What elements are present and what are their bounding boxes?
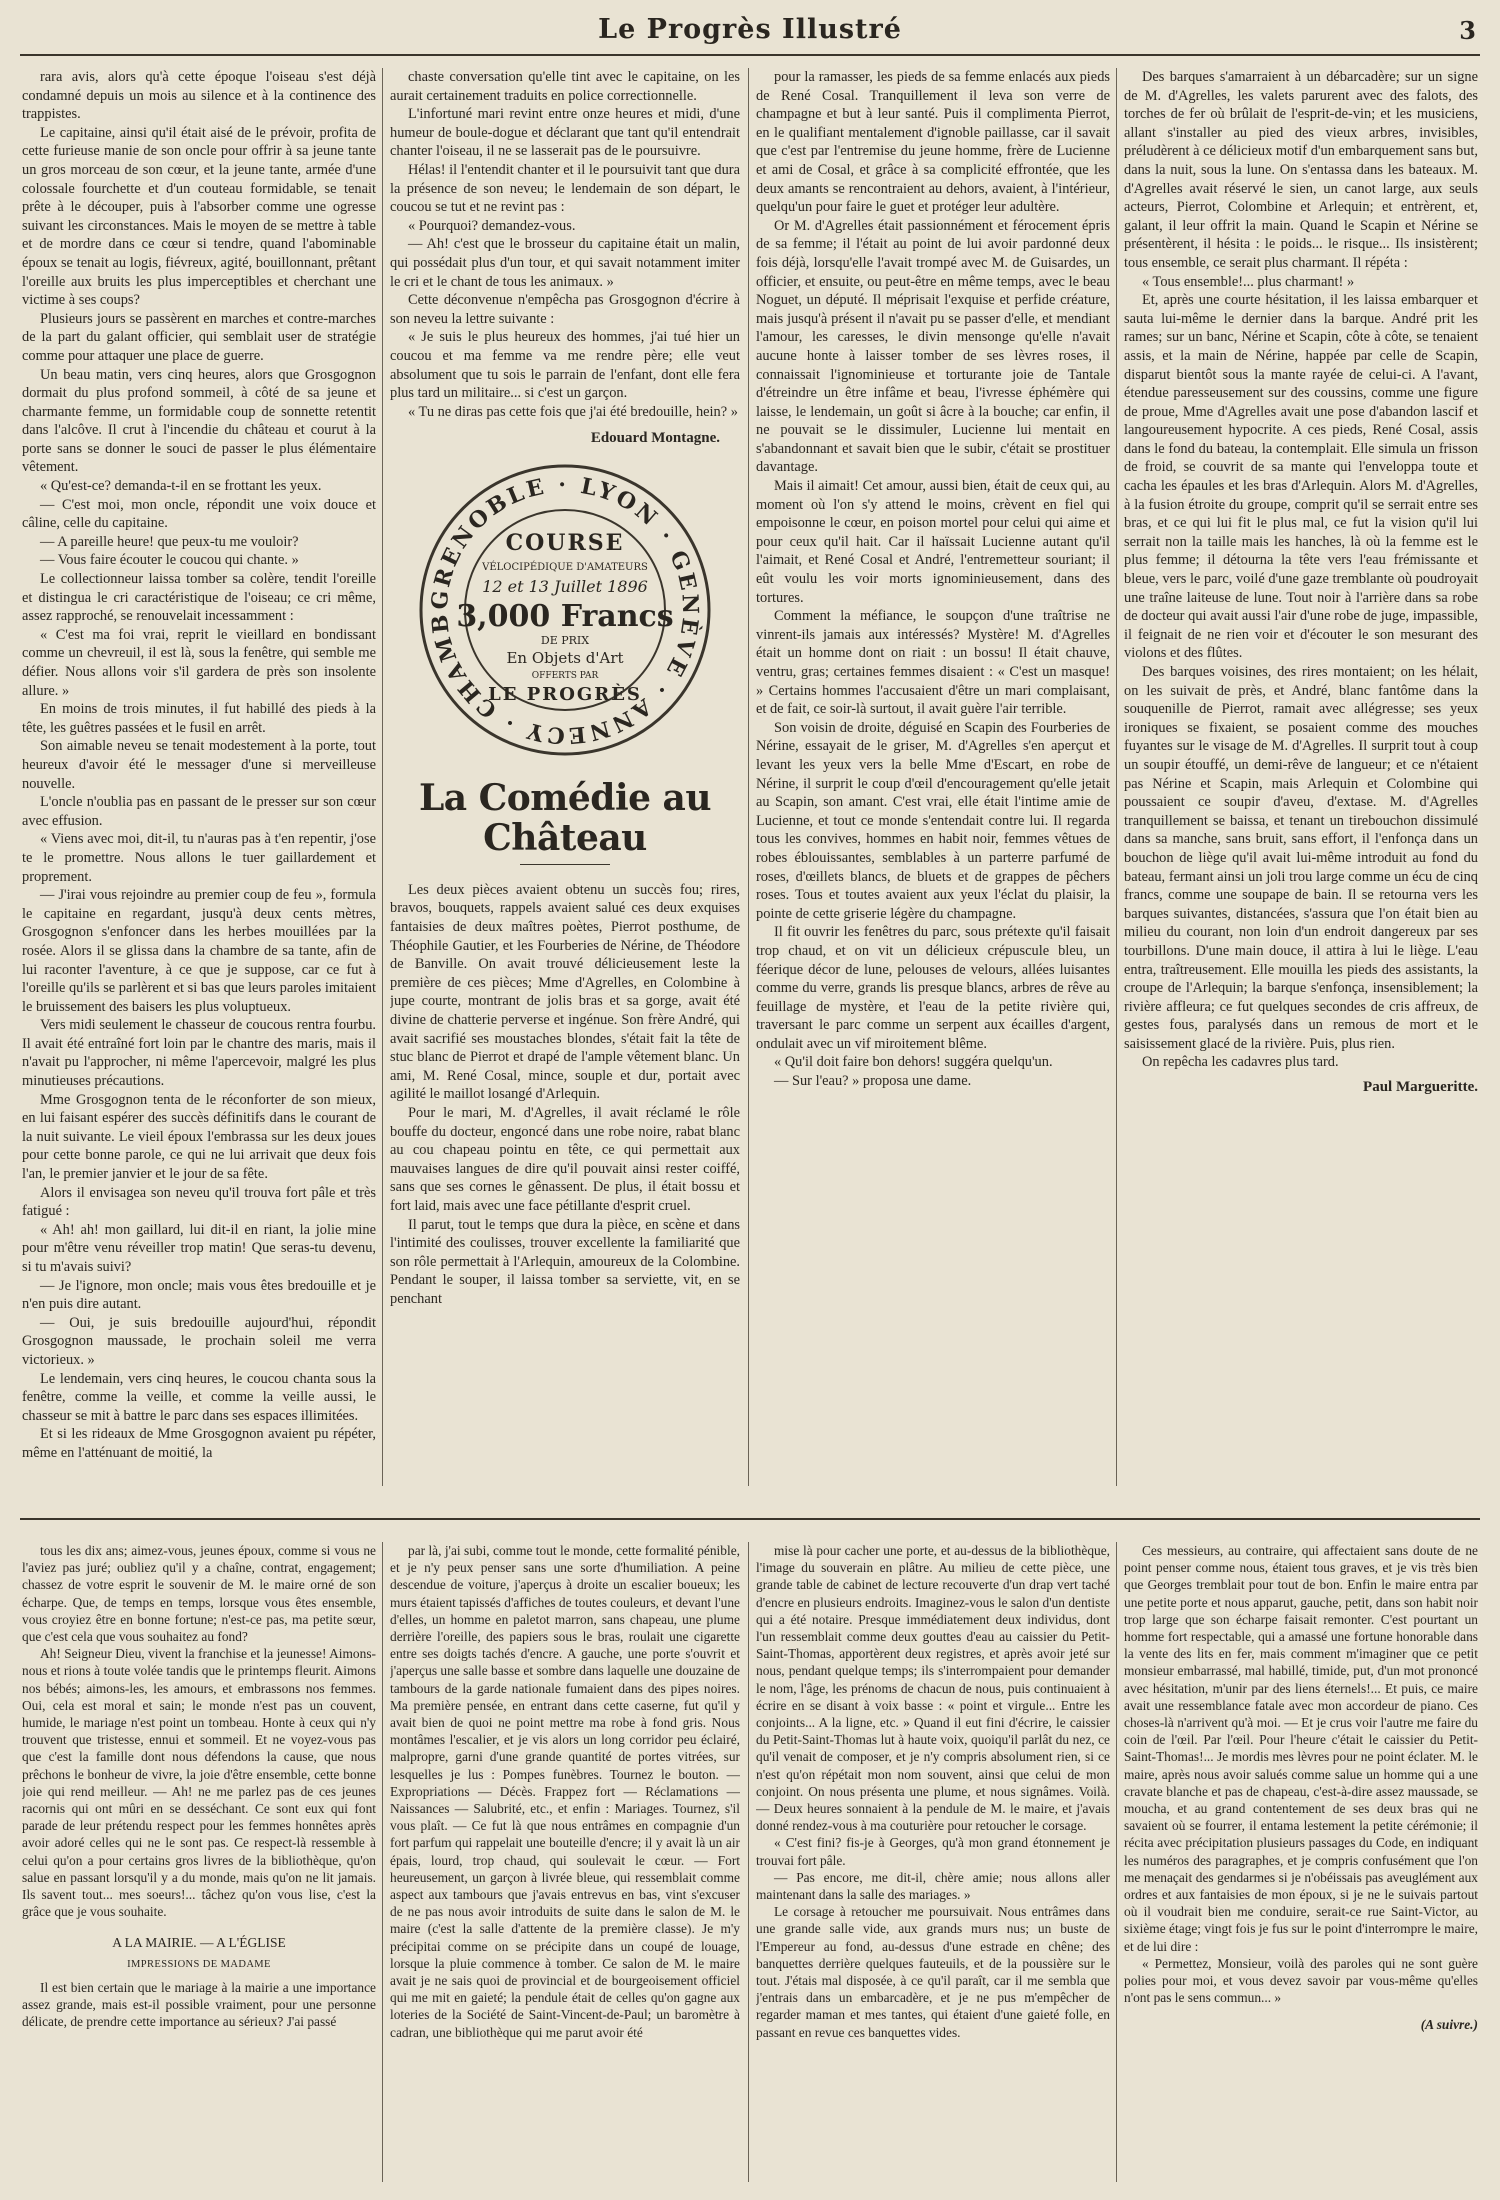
- newspaper-title: Le Progrès Illustré: [598, 14, 902, 45]
- to-be-continued: (A suivre.): [1420, 2017, 1478, 2033]
- column-rule: [382, 68, 383, 1486]
- paragraph: « Qu'il doit faire bon dehors! suggéra quelqu'un.: [774, 1054, 1053, 1071]
- paragraph: — Oui, je suis bredouille aujourd'hui, répondit Grosgognon maussade, le prochain soleil me verra victorieux. »: [22, 1314, 376, 1368]
- paragraph: rara avis, alors qu'à cette époque l'oiseau s'est déjà condamné depuis un mois au silence et à la continence des trappistes.: [22, 69, 376, 123]
- paragraph: Alors il envisagea son neveu qu'il trouva fort pâle et très fatigué :: [22, 1184, 376, 1220]
- lower-column-3: [756, 1542, 1110, 2182]
- paragraph: Et, après une courte hésitation, il les laissa embarquer et sauta lui-même le dernier dans la barque. André prit les rames; sur un banc, Nérine et Scapin, côte à côte, se tenaient assis, et la main de Nérine, happée par celle de Scapin, disparut bientôt sous la mante rayée de celui-ci. A l'avant, étendue paresseusement sur des coussins, comme une figure de proue, Mme d'Agrelles avait une pose d'abandon lascif et langoureusement hypocrite. A ces pieds, René Cosal, assis dans le fond du bateau, la contemplait. Elle simula un frisson de froid, se couvrit de sa mante qui l'enveloppa toute et cacha les épaules et les bras d'Arlequin. Alors M. d'Agrelles, à la fusion étroite du groupe, comprit qu'il se serrait entre ses bras, et ce qui lui fit le plus mal, ce fut la vision qu'il lui serrait non la taille mais les hanches, là où la femme est le plus femme; il détourna la tête vers l'eau frémissante et bleue, vers le parc, voilé d'une gaze tremblante où poudroyait une traîne laiteuse de lune. Tout noir à l'arrière dans sa robe de docteur qui avait aussi l'air d'une robe de juge, impassible, il feignait de ne rien voir et d'écouter le son mesurant des violons et des flûtes.: [1124, 292, 1478, 662]
- paragraph: Il parut, tout le temps que dura la pièce, en scène et dans l'intimité des coulisses, trouver excellente la familiarité que son rôle permettait à l'Arlequin, amoureux de la Colombine. Pendant le souper, il laissa tomber sa serviette, vit, en se penchant: [390, 1216, 740, 1307]
- paragraph: Hélas! il l'entendit chanter et il le poursuivit tant que dura la présence de son neveu; le lendemain de son départ, le coucou se tut et ne revint pas :: [390, 161, 740, 216]
- paragraph: Mme Grosgognon tenta de le réconforter de son mieux, en lui faisant espérer des succès définitifs dans le courant de la nuit suivante. Le vieil époux l'embrassa sur les deux joues pour cette bonne parole, ce qui ne lui arrivait que deux fois l'an, le premier janvier et le jour de sa fête.: [22, 1091, 376, 1183]
- paragraph: — Ah! c'est que le brosseur du capitaine était un malin, qui possédait plus d'un tour, et qui savait notamment imiter le cri et le chant de tous les animaux. »: [390, 236, 740, 290]
- paragraph: L'oncle n'oublia pas en passant de le presser sur son cœur avec effusion.: [22, 794, 376, 829]
- paragraph: Son aimable neveu se tenait modestement à la porte, tout heureux d'avoir été le messager d'une si merveilleuse nouvelle.: [22, 738, 376, 792]
- column-rule: [748, 1542, 749, 2182]
- author-signature-montagne: Edouard Montagne.: [590, 430, 720, 447]
- paragraph: « Je suis le plus heureux des hommes, j'ai tué hier un coucou et ma femme va me rendre père; elle veut absolument que tu sois le parrain de l'enfant, dont elle fera plus tard un militaire... si c'est un garçon.: [390, 329, 740, 402]
- seal-amateurs-label: VÉLOCIPÉDIQUE D'AMATEURS: [482, 561, 648, 573]
- column-rule: [748, 68, 749, 1486]
- column-rule: [382, 1542, 383, 2182]
- lower-column-4: [1124, 1542, 1478, 2182]
- paragraph: chaste conversation qu'elle tint avec le capitaine, on les aurait certainement traduits en police correctionnelle.: [390, 69, 740, 104]
- section-divider: [20, 1518, 1480, 1520]
- paragraph: Le lendemain, vers cinq heures, le coucou chanta sous la fenêtre, comme la veille, et comme la veille aussi, le chasseur se mit à battre le parc dans ses espaces illimitées.: [22, 1370, 376, 1424]
- paragraph: Il est bien certain que le mariage à la mairie a une importance assez grande, mais est-il possible vraiment, pour une personne délicate, de prendre cette importance au sérieux? J'ai passé: [22, 1979, 376, 2030]
- upper-column-4: [1124, 68, 1478, 1486]
- paragraph: L'infortuné mari revint entre onze heures et midi, d'une humeur de boule-dogue et déclarant que tant qu'il entendrait chanter l'oiseau, il ne se lasserait pas de le poursuivre.: [390, 106, 740, 160]
- seal-offerts-label: OFFERTS PAR: [531, 670, 599, 681]
- paragraph: Vers midi seulement le chasseur de coucous rentra fourbu. Il avait été entraîné fort loin par le chantre des maris, mais il n'avait pu l'approcher, ni même l'apercevoir, malgré les plus minutieuses précautions.: [22, 1017, 376, 1090]
- upper-column-3: [756, 68, 1110, 1486]
- column-rule: [1116, 68, 1117, 1486]
- title-divider: [520, 864, 610, 865]
- masthead: [20, 8, 1480, 56]
- story-text-start: [390, 881, 740, 1309]
- story-title: La Comédie au Château: [418, 776, 712, 859]
- paragraph: « C'est ma foi vrai, reprit le vieillard en bondissant comme un chevreuil, il est là, sous la fenêtre, qui semble me défier. Nous allons voir s'il gardera de près son insolente allure. »: [22, 626, 376, 699]
- paragraph: Les deux pièces avaient obtenu un succès fou; rires, bravos, bouquets, rappels avaient salué ces deux exquises fantaisies de deux maîtres poètes, Pierrot posthume, de Théophile Gautier, et les Fourberies de Nérine, de Théodore de Banville. On avait trouvé délicieusement leste la première de ces pièces; Mme d'Agrelles, en Colombine à jupe courte, montrant de jolis bras et sa gorge, avait été divine de chatterie perverse et ingénue. Son frère André, qui avait sacrifié ses moustaches blondes, s'était fait la tête de stuc blanc de Pierrot et drapé de l'ample vêtement blanc. Un ami, M. René Cosal, mince, souple et dur, portait avec agilité le maillot losangé d'Arlequin.: [390, 881, 740, 1103]
- paragraph: Le collectionneur laissa tomber sa colère, tendit l'oreille et distingua le cri caractéristique de l'oiseau; ce cri même, assez rapproché, se renouvelait incessamment :: [22, 571, 376, 625]
- paragraph: « Ah! ah! mon gaillard, lui dit-il en riant, la jolie mine pour m'être venu réveiller trop matin! Que seras-tu devenu, si tu m'avais suivi?: [22, 1221, 376, 1275]
- seal-amount: 3,000 Francs: [456, 598, 674, 634]
- story-text-end: [1124, 68, 1478, 1072]
- feuilleton-text-end: [1124, 1542, 1478, 2006]
- paragraph: pour la ramasser, les pieds de sa femme enlacés aux pieds de René Cosal. Tranquillement il leva son verre de champagne et but à leur santé. Puis il complimenta Pierrot, en le qualifiant mentalement d'ignoble paillasse, car il savait que c'est par l'entremise du jeune homme, frère de Lucienne et ami de Cosal, et grâce à sa complicité effrontée, que les deux amants se rencontraient au dehors, avaient, à l'intérieur, quelqu'un pour faire le guet et protéger leur adultère.: [756, 69, 1110, 216]
- seal-course-label: COURSE: [505, 529, 625, 556]
- paragraph: Comment la méfiance, le soupçon d'une traîtrise ne vinrent-ils jamais aux intéressés? Mystère! M. d'Agrelles était un homme dont on riait : un bossu! Il était chauve, ventru, gras; certaines femmes disaient : « C'est un masque! » Certains hommes l'accusaient d'être un mari complaisant, et de fait, ce soir-là surtout, il avait guère l'air terrible.: [756, 608, 1110, 718]
- paragraph: Ces messieurs, au contraire, qui affectaient sans doute de ne point penser comme nous, étaient tous graves, et je vis très bien que Georges tremblait pour tout de bon. Enfin le maire entra par une petite porte et nous apparut, gauche, petit, dans son habit noir trop large que son écharpe faisait remonter. C'est pourtant un homme fort respectable, qui a amassé une fortune honorable dans la vente des lits en fer, mais comment m'imaginer que ce petit monsieur embarrassé, mal habillé, timide, put, d'un mot prononcé avec hésitation, m'unir par des liens éternels!... Et puis, ce maire avait une ressemblance fatale avec mon accordeur de piano. Ces choses-là n'arrivent qu'à moi. — Et je crus voir l'autre me faire du coin de l'œil. Par l'œil. Pour l'heure c'était le caissier du Petit-Saint-Thomas!... Je mordis mes lèvres pour ne point éclater. M. le maire, après nous avoir salués comme salue un homme qui a une cravate blanche et pas de chapeau, c'est-à-dire assez maussade, se moucha, et au grand contentement de ses deux bras qui ne savaient où se fourrer, il entama lestement la petite cérémonie; il récita avec précipitation plusieurs passages du Code, en indiquant les numéros des paragraphes, et je compris confusément que l'on me menaçait des gendarmes si je n'obéissais pas aveuglément aux ordres et aux fantaisies de mon époux, si je ne le suivais partout où il voudrait bien me conduire, serait-ce rue Saint-Victor, au sixième étage; vingt fois je fus sur le point d'interrompre le maire, et de lui dire :: [1124, 1543, 1478, 1954]
- paragraph: En moins de trois minutes, il fut habillé des pieds à la tête, les guêtres passées et le fusil en arrêt.: [22, 701, 376, 736]
- paragraph: « Tu ne diras pas cette fois que j'ai été bredouille, hein? »: [408, 403, 738, 420]
- seal-prix-label: DE PRIX: [540, 633, 590, 647]
- course-seal: [415, 460, 715, 760]
- mairie-text-start: [22, 1979, 376, 2031]
- upper-column-1: [22, 68, 376, 1486]
- paragraph: — Vous faire écouter le coucou qui chante. »: [40, 552, 299, 569]
- paragraph: — C'est moi, mon oncle, répondit une voix douce et câline, celle du capitaine.: [22, 496, 376, 532]
- upper-column-2: [390, 68, 740, 1486]
- paragraph: Mais il aimait! Cet amour, aussi bien, était de ceux qui, au moment où l'on s'y attend le moins, crèvent en fiel qui empoisonne le cœur, en poison mortel pour celui qui aime et pour ceux qu'il hait. Car il haïssait Lucienne autant qu'il l'aimait, et René Cosal et André, l'entremetteur souriant; il eût voulu les voir morts ignominieusement, dans des tortures.: [756, 478, 1110, 606]
- paragraph: « Tous ensemble!... plus charmant! »: [1142, 273, 1355, 290]
- feuilleton-text-start: [22, 1542, 376, 1920]
- paragraph: — J'irai vous rejoindre au premier coup de feu », formula le capitaine en regardant, jusqu'à deux cents mètres, Grosgognon s'enfoncer dans les herbes mouillées par la rosée. Alors il se glissa dans la chambre de sa tante, afin de lui raconter l'aventure, à ce que je suppose, car ce fut à l'oreille qu'ils se parlèrent et si bas que leurs paroles imitaient le bruissement des baisers les plus voluptueux.: [22, 887, 376, 1015]
- section-heading: A LA MAIRIE. — A L'ÉGLISE: [112, 1935, 286, 1951]
- paragraph: — A pareille heure! que peux-tu me vouloir?: [40, 533, 299, 550]
- paragraph: Le corsage à retoucher me poursuivait. Nous entrâmes dans une grande salle vide, aux grands murs nus; un buste de l'Empereur au fond, au-dessus d'une estrade en chêne; des banquettes derrière quelques fauteuils, et de la poussière sur le tout. J'étais mal disposée, à ce qu'il paraît, car il me sembla que j'entrais dans un embarcadère, et je ne pus m'empêcher de regarder maman et mes tantes, qui étaient d'une gaieté folle, en passant en revue ces banquettes vides.: [756, 1904, 1110, 2040]
- page-number: 3: [1459, 16, 1476, 45]
- paragraph: Ah! Seigneur Dieu, vivent la franchise et la jeunesse! Aimons-nous et rions à toute volée tandis que le printemps fleurit. Aimons nos bébés; aimons-les, les amours, et embrassons nos femmes. Oui, cela est moral et sain; le monde n'est pas un couvent, humide, le mariage n'est point un tombeau. Honte à ceux qui n'y trouvent que tristesse, ennui et sommeil. Et ne voyez-vous pas que c'est la famille dont nous défendons la cause, que nous prêchons le bonheur de vivre, la joie d'être ensemble, cette bonne joie qui rend meilleur. — Ah! ne me parlez pas de ces jeunes racornis qui ont mûri en se desséchant. Ce sont eux qui font parade de leur prétendu respect pour les femmes honnêtes après avoir adoré celles qui ne le sont pas. Ce respect-là ressemble à celui qu'on a pour certains gros livres de la bibliothèque, qu'on salue en passant lorsqu'il y a du monde, mais qu'on ne lit jamais. Ils savent tout... mes soeurs!... tâchez qu'on vous lise, c'est la grâce que je vous souhaite.: [22, 1646, 376, 1920]
- paragraph: mise là pour cacher une porte, et au-dessus de la bibliothèque, l'image du souverain en plâtre. Au milieu de cette pièce, une grande table de cabinet de lecture recouverte d'un drap vert taché d'encre en plusieurs endroits. Imaginez-vous le salon d'un dentiste qui a été notaire. Presque immédiatement deux individus, dont l'un ressemblait comme deux gouttes d'eau au caissier du Petit-Saint-Thomas, apportèrent deux registres, et après avoir jeté sur nous, pendant quelque temps; ils s'interrompaient pour demander le nom, l'âge, les prénoms de chacun de nous, puis continuaient à écrire en se disant à voix basse : « point et virgule... Entre les conjoints... A la ligne, etc. » Quand il eut fini d'écrire, le caissier du Petit-Saint-Thomas lut à haute voix, quoiqu'il parlât du nez, ce qu'il venait de composer, et je n'y compris absolument rien, si ce n'est qu'on répétait mon nom souvent, ainsi que celui de mon conjoint. On nous présenta une plume, et nous signâmes. Voilà. — Deux heures sonnaient à la pendule de M. le maire, et j'avais donné rendez-vous à ma couturière pour retoucher le corsage.: [756, 1543, 1110, 1834]
- paragraph: Des barques s'amarraient à un débarcadère; sur un signe de M. d'Agrelles, les valets parurent avec des falots, des torches de fer où brûlait de l'esprit-de-vin; et les musiciens, allant s'installer au pied des vieux arbres, invisibles, préludèrent à ce délicieux motif d'un embarquement sans but, dans la nuit, sous la lune. On s'entassa dans les bateaux. M. d'Agrelles avait réservé le sien, un canot large, aux seuls acteurs, Pierrot, Colombine et Arlequin; et entrèrent, et, galant, il leur offrit la main. Quand le Scapin et Nérine se présentèrent, il hésita : le poids... le risque... Ils insistèrent; tous ensemble, ce serait plus charmant. Il répéta :: [1124, 69, 1478, 271]
- paragraph: Et si les rideaux de Mme Grosgognon avaient pu répéter, même en l'atténuant de moitié, la: [22, 1426, 376, 1461]
- seal-date: 12 et 13 Juillet 1896: [482, 576, 648, 596]
- paragraph: Or M. d'Agrelles était passionnément et férocement épris de sa femme; il l'était au point de lui avoir pardonné deux fois déjà, lorsqu'elle l'avait trompé avec M. de Guisardes, un officier, et ensuite, ou peut-être en même temps, avec le beau Noguet, un député. Il méprisait l'exquise et perfide créature, mais jusqu'à présent il n'avait pu se passer d'elle, et mendiant l'amour, les caresses, le divin mensonge qu'elle n'avait aucune honte à laisser tomber de ses lèvres roses, il connaissait l'ignominieuse et torturante joie de Tantale d'étreindre un être infâme et beau, l'ivresse éphémère qui laisse, le lendemain, un goût si âcre à la bouche; car enfin, il ne pouvait se le dissimuler, Lucienne lui mentait en s'abandonnant et savait bien que le subir, c'était se prostituer davantage.: [756, 217, 1110, 476]
- seal-objets-label: En Objets d'Art: [506, 648, 624, 667]
- paragraph: « C'est fini? fis-je à Georges, qu'à mon grand étonnement je trouvai fort pâle.: [756, 1835, 1110, 1868]
- paragraph: Plusieurs jours se passèrent en marches et contre-marches de la part du galant officier, qui semblait user de stratégie comme pour attaquer une place de guerre.: [22, 310, 376, 364]
- paragraph: Cette déconvenue n'empêcha pas Grosgognon d'écrire à son neveu la lettre suivante :: [390, 292, 740, 327]
- paragraph: Le capitaine, ainsi qu'il était aisé de le prévoir, profita de cette furieuse manie de son oncle pour offrir à sa jeune tante un gros morceau de son cœur, et la jeune tante, armée d'une colossale fourchette et d'un couteau formidable, se tenait prête à le découper, puis à l'absorber comme une ogresse suivant les circonstances. Mais le moyen de se mettre à table et de mordre dans ce cœur si tendre, quand l'abominable époux se tenait au logis, fiévreux, agité, bouillonnant, prêtant l'oreille aux bruits les plus imperceptibles et cherchant une victime à ses coups?: [22, 124, 376, 309]
- column-rule: [1116, 1542, 1117, 2182]
- lower-column-2: [390, 1542, 740, 2182]
- seal-progres-label: LE PROGRÈS: [488, 683, 642, 705]
- author-signature-margueritte: Paul Margueritte.: [1363, 1079, 1478, 1096]
- section-subheading: IMPRESSIONS DE MADAME: [127, 1958, 271, 1970]
- paragraph: « Permettez, Monsieur, voilà des paroles qui ne sont guère polies pour moi, et vous devez savoir par vous-même qu'elles n'ont pas le sens commun... »: [1124, 1955, 1478, 2006]
- paragraph: — Pas encore, me dit-il, chère amie; nous allons aller maintenant dans la salle des mariages. »: [756, 1869, 1110, 1903]
- story-ending-text: [390, 68, 740, 421]
- paragraph: par là, j'ai subi, comme tout le monde, cette formalité pénible, et je n'y peux penser sans une sorte d'humiliation. A peine descendue de voiture, j'aperçus à droite un escalier boueux; les murs étaient tapissés d'affiches de toutes couleurs, et devant l'une d'elles, un homme en paletot marron, sans chapeau, une plume derrière l'oreille, des papiers sous le bras, roulait une cigarette entre ses doigts tachés d'encre. A gauche, une porte s'ouvrit et j'aperçus une salle basse et sombre dans laquelle une douzaine de tambours de la garde nationale fumaient dans des pipes noires. Ma première pensée, en entrant dans cette caserne, fut qu'il y avait bien de quoi ne point mettre ma robe à fond gris. Nous montâmes l'escalier, et je vis alors un long corridor peu éclairé, malpropre, garni d'une grande quantité de portes vitrées, sur lesquelles je lus : Pompes funèbres. Tournez le bouton. — Expropriations — Décès. Frappez fort — Réclamations — Naissances — Salubrité, etc., et enfin : Mariages. Tournez, s'il vous plaît. — Ce fut là que nous entrâmes en compagnie d'un fort parfum qui rappelait une bouteille d'encre; il y avait là un air épais, lourd, trop chaud, qui soulevait le cœur. — Fort heureusement, un garçon à livrée bleue, qui ressemblait comme aspect aux tambours que j'avais entrevus en bas, vint s'excuser de ne pas nous avoir introduits de suite dans le salon de M. le maire (c'est la salle d'attente de la première classe). Je m'y précipitai comme on se précipite dans un coupé de louage, lorsque la pluie commence à tomber. Ce salon de M. le maire avait je ne sais quoi de provincial et de bourgeoisement officiel qui me mit en gaieté; la pendule était de celles qu'on gagne aux loteries de la Société de Saint-Vincent-de-Paul; un baromètre à cadran, une bibliothèque qui me parut avoir été: [390, 1543, 740, 2040]
- paragraph: « Viens avec moi, dit-il, tu n'auras pas à t'en repentir, j'ose te le promettre. Nous allons le tuer gaillardement et proprement.: [22, 831, 376, 885]
- paragraph: « Pourquoi? demandez-vous.: [408, 217, 576, 234]
- paragraph: Des barques voisines, des rires montaient; on les hélait, on les suivait de près, et André, blanc fantôme dans la souquenille de Pierrot, ramait avec allégresse; ses yeux ironiques se fixaient, se posaient comme des mouches fuyantes sur le visage de M. d'Agrelles. Il surprit tout à coup un soupir étouffé, un demi-rêve de langueur; et ce n'étaient pas Nérine et Scapin, mais Arlequin et Colombine qui poussaient ce soupir d'aveu, d'extase. M. d'Agrelles tranquillement se baissa, et tenant un tirebouchon dissimulé dans sa manche, sans bruit, sans effort, il l'enfonça dans un bouchon de liège qu'il avait lui-même introduit au fond du bateau, fermant ainsi un joli trou large comme un écu de cinq francs, comme une soupape de bain. Il se retourna vers les barques suivantes, distancées, s'assura que l'on était bien au milieu du courant, non loin d'un endroit dangereux par ses tourbillons. D'une main douce, il attira à lui le liège. L'eau entra, traîtreusement. Elle mouilla les pieds des assistants, la croupe de l'Arlequin; la barque s'enfonça, insensiblement; la rivière affleura; ce fut quelques secondes de cris affreux, de gestes fous, paralysés dans un remous de mort et le saisissement glacé de la rivière. Puis, plus rien.: [1124, 664, 1478, 1052]
- paragraph: Un beau matin, vers cinq heures, alors que Grosgognon dormait du plus profond sommeil, à côté de sa jeune et charmante femme, un formidable coup de sonnette retentit dans l'alcôve. Il crut à l'incendie du château et courut à la porte sans se donner le souci de passer le plus élémentaire vêtement.: [22, 366, 376, 476]
- lower-column-1: [22, 1542, 376, 2182]
- seal-graphic: [415, 460, 715, 760]
- paragraph: — Sur l'eau? » proposa une dame.: [774, 1073, 972, 1090]
- paragraph: Il fit ouvrir les fenêtres du parc, sous prétexte qu'il faisait trop chaud, et on vit un délicieux crépuscule bleu, un féerique décor de lune, pelouses de velours, allées luisantes comme du verre, grands lis presque blancs, arbres de rêve au feuillage de mystère, et l'eau de la petite rivière qui, traversant le parc comme un serpent aux écailles d'argent, ondulait avec un vif miroitement blême.: [756, 924, 1110, 1052]
- seal-ring-text: GRENOBLE · LYON · GENÈVE · ANNECY · CHAMB: [426, 471, 704, 749]
- paragraph: Son voisin de droite, déguisé en Scapin des Fourberies de Nérine, essayait de le griser, M. d'Agrelles s'en aperçut et levant les yeux vers la belle Mme d'Escart, en robe de Nérine, il surprit le coup d'œil d'encouragement qu'elle jetait au Scapin, son amant. C'est vrai, elle était l'intime amie de Lucienne, et tout ce monde s'entendait contre lui. Il regarda tous les convives, hommes en habit noir, femmes vêtues de robes éblouissantes, semblables à un parterre parfumé de roses, d'œillets blancs, de bluets et de grappes de pêchers roses. Tous et toutes avaient aux yeux l'éclat du plaisir, la pointe de cette griserie légère du champagne.: [756, 719, 1110, 922]
- paragraph: — Je l'ignore, mon oncle; mais vous êtes bredouille et je n'en puis dire autant.: [22, 1277, 376, 1313]
- paragraph: On repêcha les cadavres plus tard.: [1142, 1054, 1339, 1071]
- paragraph: Pour le mari, M. d'Agrelles, il avait réclamé le rôle bouffe du docteur, engoncé dans une robe noire, rabat blanc au cou chapeau pointu en tête, ce qui permettait aux mauvaises langues de dire qu'il pouvait ainsi rester coiffé, sans que ses cornes le gênassent. De plus, il était bossu et fort laid, mais avec une face pétillante d'esprit cruel.: [390, 1105, 740, 1214]
- paragraph: tous les dix ans; aimez-vous, jeunes époux, comme si vous ne l'aviez pas juré; oubliez qu'il y a chaîne, contrat, engagement; chassez de votre esprit le souvenir de M. le maire orné de son écharpe. Que, de temps en temps, lorsque vous êtes ensemble, vous croyiez être en bonne fortune; n'est-ce pas, ma petite sœur, que c'est cela que vous souhaitez au fond?: [22, 1543, 376, 1645]
- paragraph: « Qu'est-ce? demanda-t-il en se frottant les yeux.: [40, 478, 322, 495]
